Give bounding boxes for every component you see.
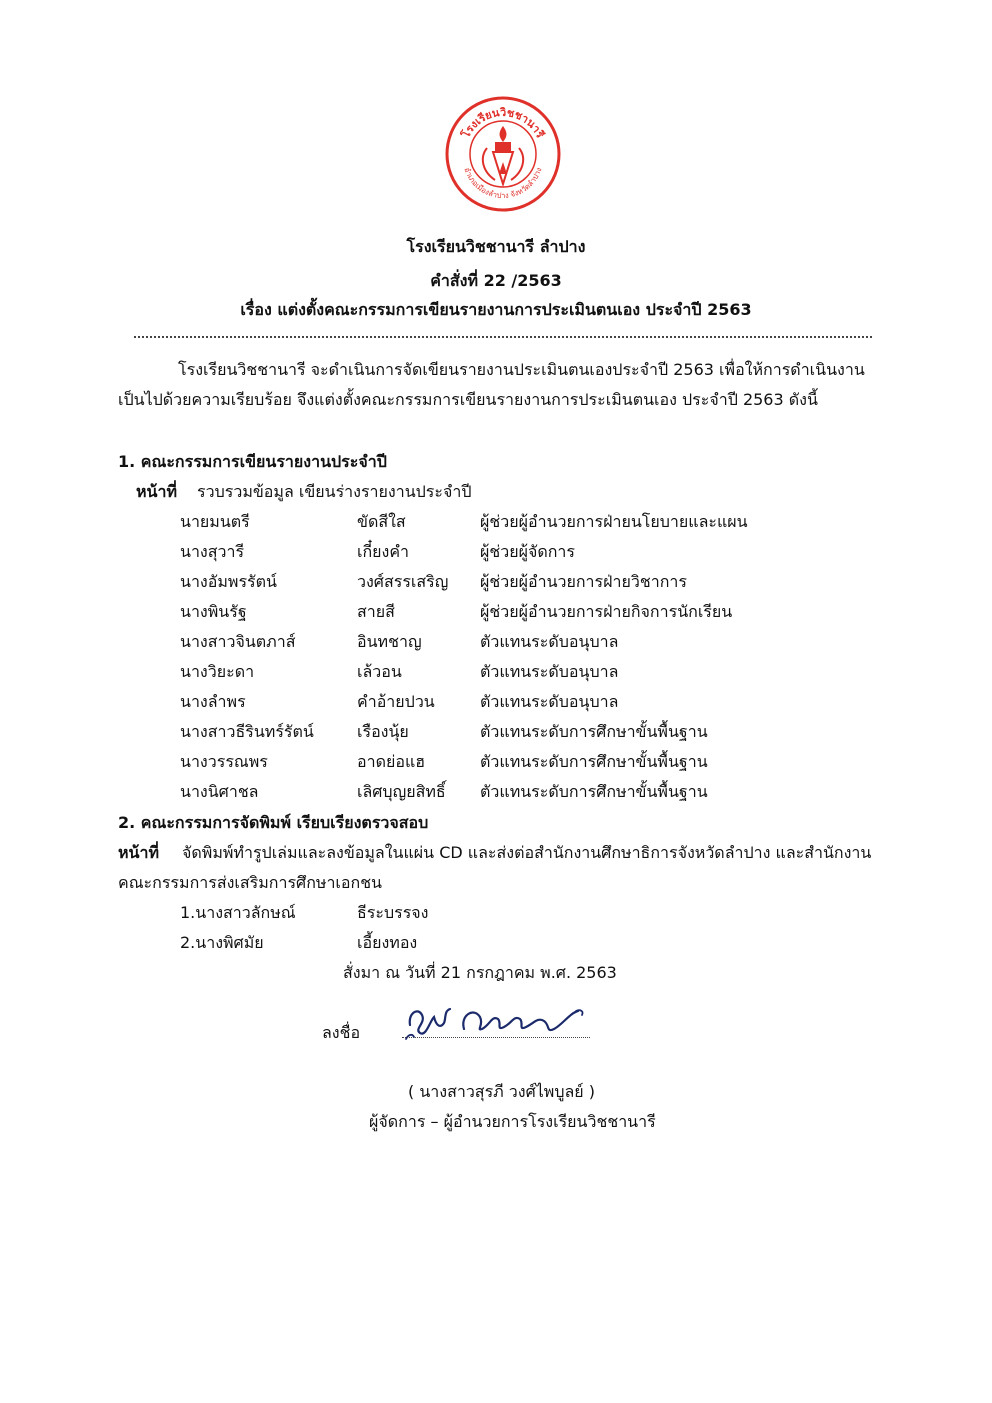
section1-heading: 1. คณะกรรมการเขียนรายงานประจำปี [118,452,387,471]
signature-dotted-line [402,1037,590,1039]
member-last-name: เล้วอน [357,662,402,681]
signer-title: ผู้จัดการ – ผู้อำนวยการโรงเรียนวิชชานารี [369,1112,656,1131]
member-last-name: อาดย่อแฮ [357,752,426,771]
divider-dotted-line [134,336,872,340]
member-last-name: วงศ์สรรเสริญ [357,572,449,591]
handwritten-signature [400,995,596,1047]
member-role: ตัวแทนระดับอนุบาล [480,692,619,711]
member-role: ผู้ช่วยผู้อำนวยการฝ่ายวิชาการ [480,572,687,591]
order-date: สั่งมา ณ วันที่ 21 กรกฎาคม พ.ศ. 2563 [343,963,617,982]
member-role: ตัวแทนระดับอนุบาล [480,632,619,651]
member-first-name: นางวิยะดา [180,662,255,681]
member-last-name: สายสี [357,602,395,621]
member-role: ผู้ช่วยผู้อำนวยการฝ่ายนโยบายและแผน [480,512,748,531]
member-last-name: อินทชาญ [357,632,422,651]
member-first-name: นางสาวจินตภาส์ [180,632,296,651]
member-first-name: นางสุวารี [180,542,245,561]
member-first-name: นางพินรัฐ [180,602,247,621]
member-role: ผู้ช่วยผู้จัดการ [480,542,575,561]
intro-line-2: เป็นไปด้วยความเรียบร้อย จึงแต่งตั้งคณะกรรมการเขียนรายงานการประเมินตนเอง ประจำปี 2563 ดังนี้ [118,390,818,409]
member-last-name: ธีระบรรจง [357,903,429,922]
member-last-name: เอี้ยงทอง [357,933,418,952]
member-first-name: นางอัมพรรัตน์ [180,572,277,591]
section2-duty-text: จัดพิมพ์ทำรูปเล่มและลงข้อมูลในแผ่น CD และส่งต่อสำนักงานศึกษาธิการจังหวัดลำปาง และสำนักงาน [182,843,872,862]
section2-duty-label: หน้าที่ [118,843,160,862]
member-last-name: เกี๋ยงคำ [357,542,410,561]
member-first-name: นางลำพร [180,692,246,711]
school-name: โรงเรียนวิชชานารี ลำปาง [406,237,586,256]
member-role: ตัวแทนระดับการศึกษาขั้นพื้นฐาน [480,722,708,741]
member-role: ตัวแทนระดับอนุบาล [480,662,619,681]
logo-bottom-text: อำเภอเมืองลำปาง จังหวัดลำปาง [462,166,544,201]
intro-line-1: โรงเรียนวิชชานารี จะดำเนินการจัดเขียนรายงานประเมินตนเองประจำปี 2563 เพื่อให้การดำเนินงาน [178,360,865,379]
member-role: ผู้ช่วยผู้อำนวยการฝ่ายกิจการนักเรียน [480,602,733,621]
section2-heading: 2. คณะกรรมการจัดพิมพ์ เรียบเรียงตรวจสอบ [118,813,429,832]
member-first-name: นายมนตรี [180,512,250,531]
section2-duty-text-cont: คณะกรรมการส่งเสริมการศึกษาเอกชน [118,873,382,892]
member-role: ตัวแทนระดับการศึกษาขั้นพื้นฐาน [480,752,708,771]
order-number: คำสั่งที่ 22 /2563 [430,271,562,290]
member-last-name: คำอ้ายปวน [357,692,435,711]
logo-top-text: โรงเรียนวิชชานารี [459,106,547,141]
section1-duty-text: รวบรวมข้อมูล เขียนร่างรายงานประจำปี [197,482,472,501]
member-first-name: 1.นางสาวลักษณ์ [180,903,296,922]
member-first-name: 2.นางพิศมัย [180,933,264,952]
member-first-name: นางสาวธีรินทร์รัตน์ [180,722,314,741]
sign-label: ลงชื่อ [322,1023,361,1042]
order-subject: เรื่อง แต่งตั้งคณะกรรมการเขียนรายงานการประเมินตนเอง ประจำปี 2563 [240,300,752,319]
member-first-name: นางนิศาชล [180,782,259,801]
member-first-name: นางวรรณพร [180,752,268,771]
member-last-name: ขัดสีใส [357,512,406,531]
member-last-name: เรืองนุ้ย [357,722,409,741]
school-seal-logo [445,96,561,212]
signer-name: ( นางสาวสุรภี วงศ์ไพบูลย์ ) [408,1082,595,1101]
member-last-name: เลิศบุญยสิทธิ์ [357,782,446,801]
member-role: ตัวแทนระดับการศึกษาขั้นพื้นฐาน [480,782,708,801]
section1-duty-label: หน้าที่ [136,482,178,501]
